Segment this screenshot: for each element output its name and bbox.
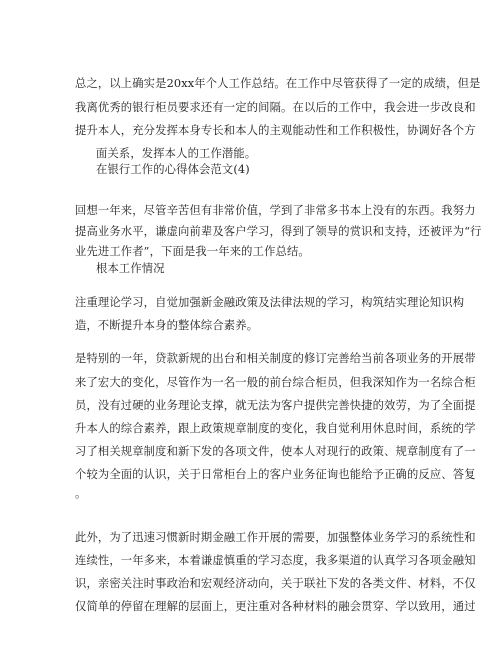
paragraph-2-line-3: 业先进工作者”，下面是我一年来的工作总结。 [75,245,310,258]
paragraph-1-line-3: 提升本人，充分发挥本身专长和本人的主观能动性和工作积极性，协调好各个方 [75,124,476,137]
paragraph-4-line-2: 来了宏大的变化，尽管作为一名一般的前台综合柜员，但我深知作为一名综合柜 [75,376,476,389]
paragraph-1-line-2: 我离优秀的银行柜员要求还有一定的间隔。在以后的工作中，我会进一步改良和 [75,101,476,114]
section-title: 在银行工作的心得体会范文(4) [96,163,250,176]
paragraph-4-line-1: 是特别的一年，贷款新规的出台和相关制度的修订完善给当前各项业务的开展带 [75,352,476,365]
paragraph-5-line-1: 此外，为了迅速习惯新时期金融工作开展的需要，加强整体业务学习的系统性和 [75,531,476,544]
paragraph-4-line-5: 习了相关规章制度和新下发的各项文件，使本人对现行的政策、规章制度有了一 [75,445,476,458]
paragraph-2-line-2: 提高业务水平，谦虚向前辈及客户学习，得到了领导的赏识和支持，还被评为“行 [75,225,482,238]
paragraph-1-line-4: 面关系，发挥本人的工作潜能。 [96,147,257,160]
paragraph-4-line-6: 个较为全面的认识，关于日常柜台上的客户业务征询也能给予正确的反应、答复 [75,468,476,481]
paragraph-1-line-1: 总之，以上确实是20xx年个人工作总结。在工作中尽管获得了一定的成绩，但是 [75,77,481,90]
paragraph-3-line-1: 注重理论学习，自觉加强新金融政策及法律法规的学习，构筑结实理论知识构 [75,296,465,309]
subheading: 根本工作情况 [96,262,165,275]
paragraph-4-line-4: 升本人的综合素养，跟上政策规章制度的变化，我自觉利用休息时间，系统的学 [75,422,476,435]
paragraph-4-line-7: 。 [75,487,87,500]
paragraph-5-line-2: 连续性，一年多来，本着谦虚慎重的学习态度，我多渠道的认真学习各项金融知 [75,554,476,567]
paragraph-5-line-4: 仅简单的停留在理解的层面上，更注重对各种材料的融会贯穿、学以致用，通过 [75,600,476,613]
paragraph-5-line-3: 识，亲密关注时事政治和宏观经济动向，关于联社下发的各类文件、材料，不仅 [75,577,476,590]
paragraph-4-line-3: 员，没有过硬的业务理论支撑，就无法为客户提供完善快捷的效劳，为了全面提 [75,399,476,412]
paragraph-3-line-2: 造，不断提升本身的整体综合素养。 [75,319,259,332]
paragraph-2-line-1: 回想一年来，尽管辛苦但有非常价值，学到了非常多书本上没有的东西。我努力 [75,204,476,217]
